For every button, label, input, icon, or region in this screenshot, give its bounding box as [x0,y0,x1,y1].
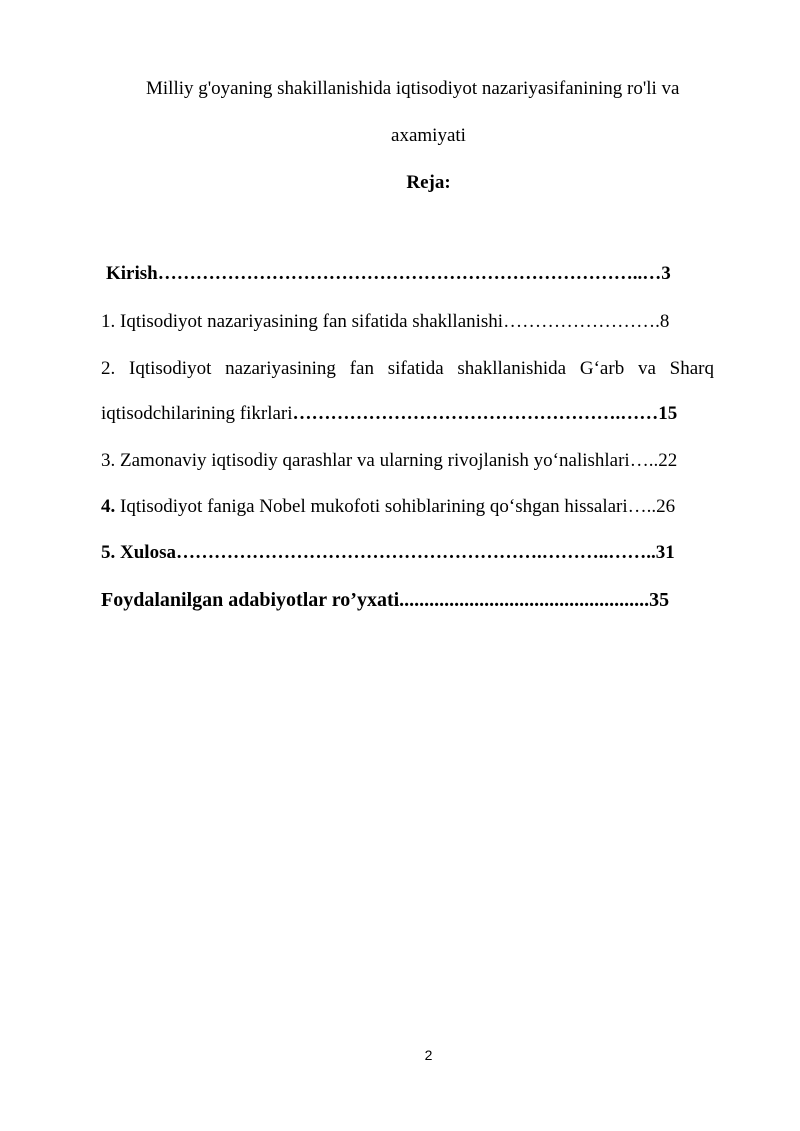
toc-entry-2-line-2 [101,402,677,426]
toc-entry-5: 5. Xulosa………………………………………………….………..……..31 [101,542,675,563]
toc-entry-references: Foydalanilgan adabiyotlar ro’yxati..................................................35 [101,589,670,611]
document-title-line-1: Milliy g'oyaning shakillanishida iqtisodiyot nazariyasifanining ro'li va [146,78,680,99]
toc-entry-3: 3. Zamonaviy iqtisodiy qarashlar va ularning rivojlanish yo‘nalishlari…..22 [101,450,678,471]
toc-entry-1: 1. Iqtisodiyot nazariyasining fan sifatida shakllanishi…………………….8 [101,311,670,332]
plan-heading: Reja: [406,172,451,193]
toc-entry-kirish: Kirish…………………………………………………………………..…3 [106,263,671,284]
toc-entry-4-number: 4. [101,496,116,517]
toc-entry-2-text: iqtisodchilarining fikrlari [101,403,293,424]
toc-entry-4 [101,495,675,519]
toc-entry-2-line-1: 2. Iqtisodiyot nazariyasining fan sifatida shakllanishida G‘arb va Sharq [101,358,714,379]
page-number: 2 [424,1047,433,1063]
toc-entry-2-leader: …………………………………………….……15 [292,403,678,424]
document-title-line-2: axamiyati [391,125,466,146]
toc-entry-4-text: Iqtisodiyot faniga Nobel mukofoti sohiblarining qo‘shgan hissalari…..26 [115,496,676,517]
